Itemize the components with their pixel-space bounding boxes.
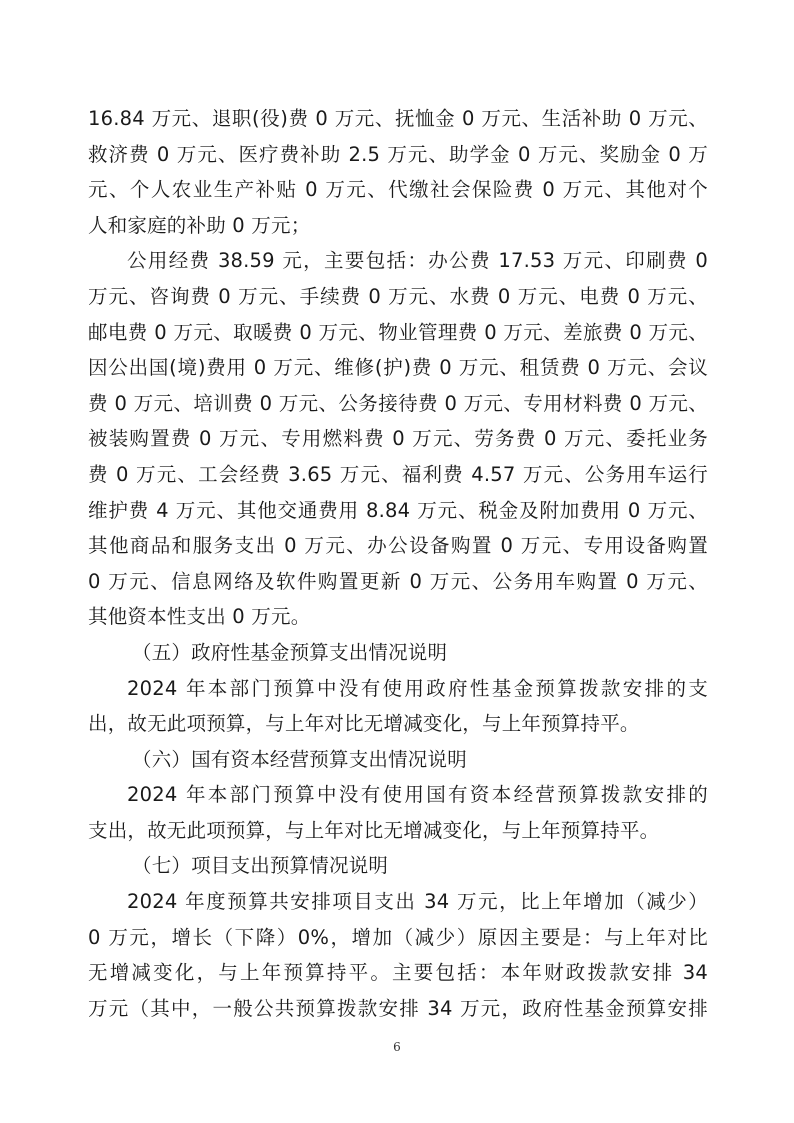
body-line: 0 万元，增长（下降）0%，增加（减少）原因主要是：与上年对比 — [88, 925, 708, 949]
document-body — [88, 101, 708, 1026]
body-line: 其他资本性支出 0 万元。 — [88, 605, 311, 629]
section-heading-7: （七）项目支出预算情况说明 — [132, 854, 389, 878]
body-line: 2024 年度预算共安排项目支出 34 万元，比上年增加（减少） — [127, 890, 708, 914]
body-line: 2024 年本部门预算中没有使用国有资本经营预算拨款安排的 — [127, 783, 708, 807]
body-line: 费 0 万元、培训费 0 万元、公务接待费 0 万元、专用材料费 0 万元、 — [88, 391, 708, 415]
body-line: 其他商品和服务支出 0 万元、办公设备购置 0 万元、专用设备购置 — [88, 534, 708, 558]
body-line: 邮电费 0 万元、取暖费 0 万元、物业管理费 0 万元、差旅费 0 万元、 — [88, 320, 708, 344]
section-heading-5: （五）政府性基金预算支出情况说明 — [132, 640, 448, 664]
body-line: 元、个人农业生产补贴 0 万元、代缴社会保险费 0 万元、其他对个 — [88, 178, 708, 202]
section-heading-6: （六）国有资本经营预算支出情况说明 — [132, 747, 467, 771]
body-line: 救济费 0 万元、医疗费补助 2.5 万元、助学金 0 万元、奖励金 0 万 — [88, 142, 708, 166]
body-line: 万元（其中，一般公共预算拨款安排 34 万元，政府性基金预算安排 — [88, 996, 708, 1020]
body-line: 公用经费 38.59 元，主要包括：办公费 17.53 万元、印刷费 0 — [127, 249, 708, 273]
body-line: 16.84 万元、退职(役)费 0 万元、抚恤金 0 万元、生活补助 0 万元、 — [88, 107, 708, 130]
body-line: 万元、咨询费 0 万元、手续费 0 万元、水费 0 万元、电费 0 万元、 — [88, 284, 708, 308]
body-line: 因公出国(境)费用 0 万元、维修(护)费 0 万元、租赁费 0 万元、会议 — [88, 356, 708, 380]
body-line: 支出，故无此项预算，与上年对比无增减变化，与上年预算持平。 — [88, 818, 660, 842]
page-number: 6 — [393, 1040, 401, 1054]
body-line: 0 万元、信息网络及软件购置更新 0 万元、公务用车购置 0 万元、 — [88, 569, 708, 593]
body-line: 被装购置费 0 万元、专用燃料费 0 万元、劳务费 0 万元、委托业务 — [88, 427, 708, 451]
body-line: 人和家庭的补助 0 万元； — [88, 213, 311, 237]
body-line: 无增减变化，与上年预算持平。主要包括：本年财政拨款安排 34 — [88, 961, 708, 985]
body-line: 维护费 4 万元、其他交通费用 8.84 万元、税金及附加费用 0 万元、 — [88, 498, 708, 522]
body-line: 出，故无此项预算，与上年对比无增减变化，与上年预算持平。 — [88, 712, 640, 736]
body-line: 费 0 万元、工会经费 3.65 万元、福利费 4.57 万元、公务用车运行 — [88, 462, 708, 486]
body-line: 2024 年本部门预算中没有使用政府性基金预算拨款安排的支 — [127, 676, 708, 700]
